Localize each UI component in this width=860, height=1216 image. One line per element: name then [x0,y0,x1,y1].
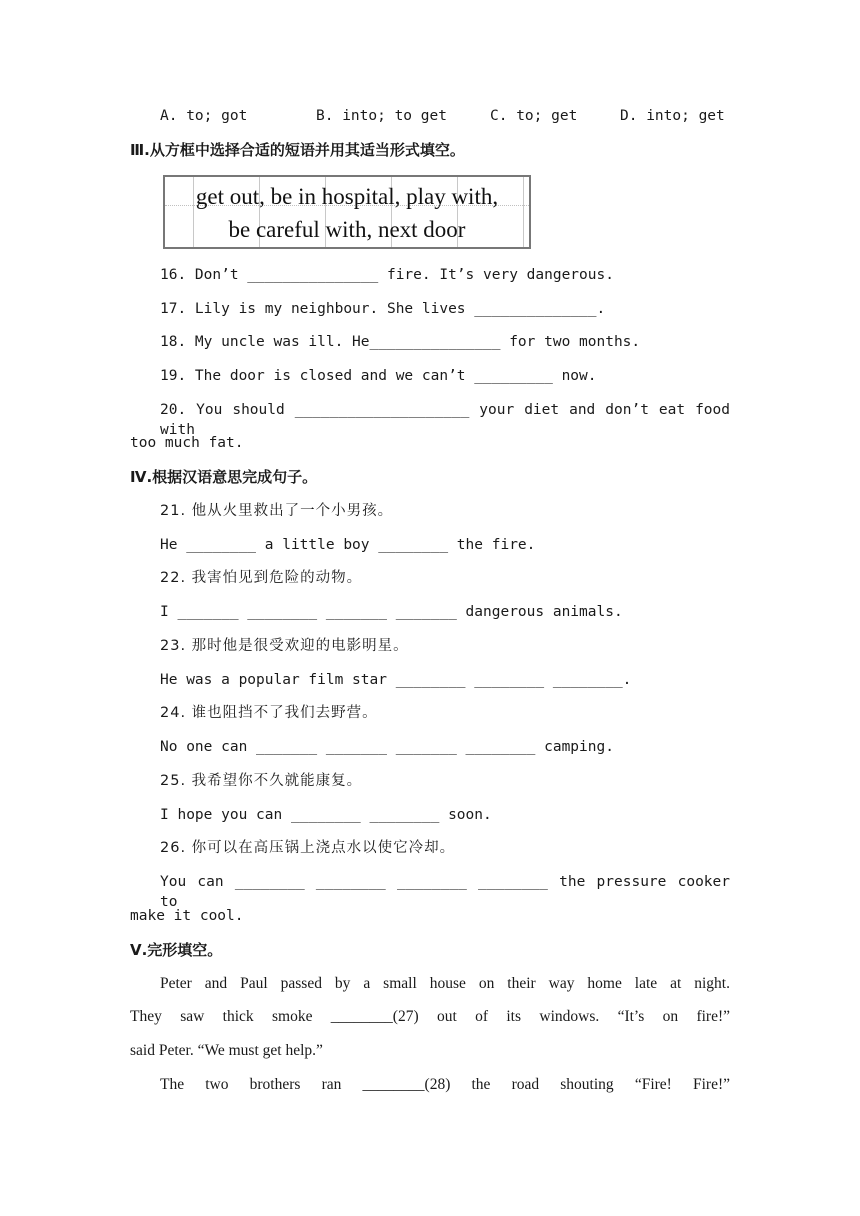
option-a: A. to; got [160,108,248,124]
question-23-english: He was a popular film star ________ ________ ________. [160,672,632,688]
question-26-chinese: 26. 你可以在高压锅上浇点水以使它冷却。 [160,840,456,856]
question-20-line-1: 20. You should ____________________ your diet and don’t eat food with [160,402,730,438]
phrase-box [163,175,531,249]
phrase-box-line-1: get out, be in hospital, play with, [195,184,499,209]
question-26-english-line-1: You can ________ ________ ________ ________ the pressure cooker to [160,874,730,910]
question-26-english-line-2: make it cool. [130,908,244,924]
question-25-english: I hope you can ________ ________ soon. [160,807,492,823]
question-24-chinese: 24. 谁也阻挡不了我们去野营。 [160,705,378,721]
question-21-english: He ________ a little boy ________ the fire. [160,537,536,553]
question-24-english: No one can _______ _______ _______ ________ camping. [160,739,614,755]
section-3-heading: Ⅲ.从方框中选择合适的短语并用其适当形式填空。 [130,141,465,159]
question-18: 18. My uncle was ill. He_______________ for two months. [160,334,641,350]
question-16: 16. Don’t _______________ fire. It’s very dangerous. [160,267,614,283]
section-4-heading: Ⅳ.根据汉语意思完成句子。 [130,468,318,486]
section-5-heading: Ⅴ.完形填空。 [130,941,223,959]
question-19: 19. The door is closed and we can’t _________ now. [160,368,597,384]
passage-p2-line-1: The two brothers ran ________(28) the road shouting “Fire! Fire!” [160,1076,730,1093]
passage-p1-line-2: They saw thick smoke ________(27) out of its windows. “It’s on fire!” [130,1008,730,1025]
question-15-options [160,106,730,126]
question-17: 17. Lily is my neighbour. She lives ______________. [160,301,606,317]
question-21-chinese: 21. 他从火里救出了一个小男孩。 [160,503,394,519]
question-20-line-2: too much fat. [130,435,244,451]
phrase-box-line-2: be careful with, next door [228,217,466,242]
passage-p1-line-1: Peter and Paul passed by a small house on their way home late at night. [160,975,730,992]
option-d: D. into; get [620,108,725,124]
question-22-chinese: 22. 我害怕见到危险的动物。 [160,570,363,586]
option-b: B. into; to get [316,108,447,124]
option-c: C. to; get [490,108,578,124]
question-25-chinese: 25. 我希望你不久就能康复。 [160,773,363,789]
question-23-chinese: 23. 那时他是很受欢迎的电影明星。 [160,638,409,654]
passage-p1-line-3: said Peter. “We must get help.” [130,1042,323,1059]
question-22-english: I _______ ________ _______ _______ dangerous animals. [160,604,623,620]
